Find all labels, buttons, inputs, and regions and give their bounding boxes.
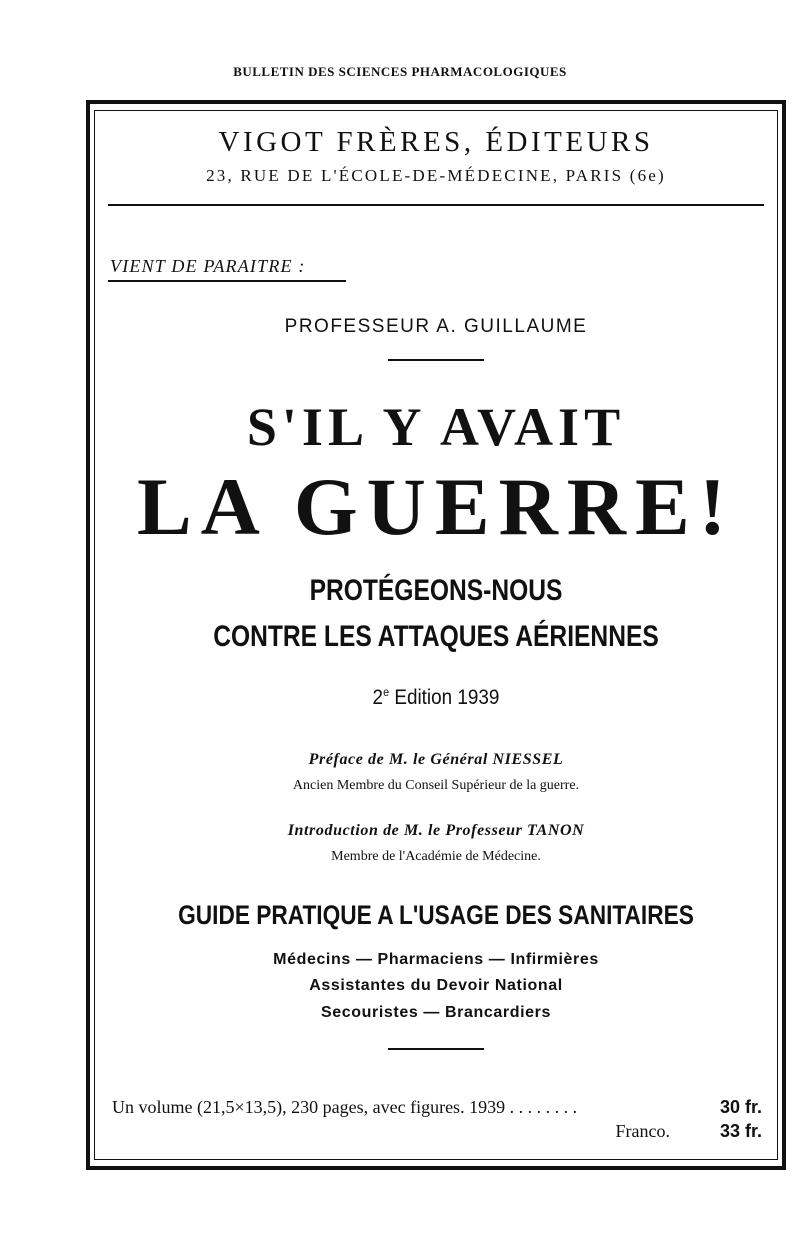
publisher-address: 23, RUE DE L'ÉCOLE-DE-MÉDECINE, PARIS (6e) — [206, 166, 666, 185]
edition-suffix: e — [383, 685, 390, 699]
audience-line: Secouristes — Brancardiers — [321, 1004, 551, 1021]
publisher-name: VIGOT FRÈRES, ÉDITEURS — [218, 126, 654, 158]
introduction-role: Membre de l'Académie de Médecine. — [331, 849, 541, 864]
book-title-line2: LA GUERRE! — [136, 461, 735, 552]
guide-heading: GUIDE PRATIQUE A L'USAGE DES SANITAIRES — [178, 900, 694, 930]
author-name: PROFESSEUR A. GUILLAUME — [284, 316, 588, 337]
preface-role: Ancien Membre du Conseil Supérieur de la guerre. — [292, 778, 580, 793]
price-value: 30 fr. — [719, 1097, 762, 1117]
franco-price: 33 fr. — [719, 1121, 762, 1141]
franco-label: Franco. — [615, 1121, 670, 1141]
price-row — [112, 1097, 762, 1121]
book-title-line1: S'IL Y AVAIT — [246, 397, 626, 457]
edition-text: Edition 1939 — [394, 686, 500, 709]
closing-divider — [388, 1048, 484, 1050]
header-rule — [108, 204, 764, 206]
audience-line: Assistantes du Devoir National — [309, 977, 563, 994]
announcement-underline — [108, 280, 346, 282]
edition-info — [128, 685, 744, 710]
volume-description: Un volume (21,5×13,5), 230 pages, avec figures. 1939 . . . . . . . . — [112, 1097, 578, 1117]
book-subtitle-line1: PROTÉGEONS-NOUS — [309, 574, 563, 607]
audience-line: Médecins — Pharmaciens — Infirmières — [273, 951, 599, 968]
announcement-label: VIENT DE PARAITRE : — [110, 256, 306, 276]
author-divider — [388, 359, 484, 361]
introduction-heading: Introduction de M. le Professeur TANON — [287, 822, 585, 839]
preface-heading: Préface de M. le Général NIESSEL — [308, 751, 564, 768]
franco-row — [112, 1121, 762, 1145]
book-subtitle-line2: CONTRE LES ATTAQUES AÉRIENNES — [213, 620, 659, 653]
running-head: BULLETIN DES SCIENCES PHARMACOLOGIQUES — [233, 64, 567, 79]
edition-number: 2 — [372, 686, 384, 709]
